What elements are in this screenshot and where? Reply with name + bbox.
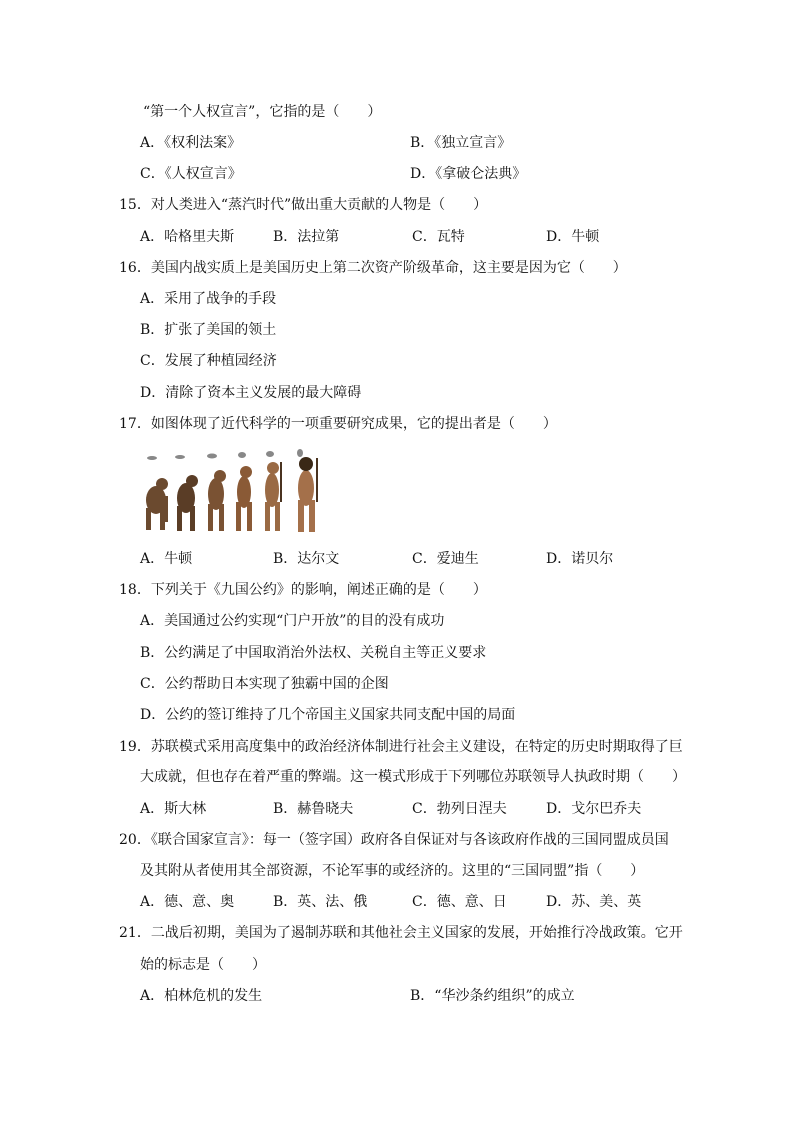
question-20-stem-line1: 20．《联合国家宣言》：每一（签字国）政府各自保证对与各该政府作战的三国同盟成员国	[119, 832, 669, 848]
q16-option-a: A．采用了战争的手段	[140, 291, 277, 307]
q20-option-a: A．德、意、奥	[140, 894, 235, 910]
q20-option-c: C．德、意、日	[412, 894, 507, 910]
question-19-stem-line1: 19．苏联模式采用高度集中的政治经济体制进行社会主义建设，在特定的历史时期取得了巨	[119, 739, 683, 755]
q17-option-d: D．诺贝尔	[546, 551, 614, 567]
q19-option-b: B．赫鲁晓夫	[273, 801, 354, 817]
q15-option-c: C．瓦特	[412, 229, 465, 245]
question-18-stem: 18．下列关于《九国公约》的影响，阐述正确的是（ ）	[119, 582, 487, 598]
q19-option-a: A．斯大林	[140, 801, 207, 817]
question-14-stem-tail: “第一个人权宣言”，它指的是（ ）	[143, 104, 382, 120]
question-16-stem: 16．美国内战实质上是美国历史上第二次资产阶级革命，这主要是因为它（ ）	[119, 260, 627, 276]
q21-option-b: B．“华沙条约组织”的成立	[410, 988, 575, 1004]
q18-option-c: C．公约帮助日本实现了独霸中国的企图	[140, 676, 389, 692]
q16-option-c: C．发展了种植园经济	[140, 353, 277, 369]
question-17-stem: 17．如图体现了近代科学的一项重要研究成果，它的提出者是（ ）	[119, 416, 557, 432]
q20-option-b: B．英、法、俄	[273, 894, 368, 910]
q18-option-a: A．美国通过公约实现“门户开放”的目的没有成功	[140, 613, 445, 629]
q17-option-c: C．爱迪生	[412, 551, 479, 567]
question-19-stem-line2: 大成就，但也存在着严重的弊端。这一模式形成于下列哪位苏联领导人执政时期（ ）	[140, 769, 686, 785]
q20-option-d: D．苏、美、英	[546, 894, 642, 910]
q19-option-c: C．勃列日涅夫	[412, 801, 507, 817]
human-evolution-illustration	[140, 448, 336, 534]
q15-option-d: D．牛顿	[546, 229, 600, 245]
q14-option-a: A．《权利法案》	[140, 135, 242, 151]
question-20-stem-line2: 及其附从者使用其全部资源，不论军事的或经济的。这里的“三国同盟”指（ ）	[140, 863, 645, 879]
question-15-stem: 15．对人类进入“蒸汽时代”做出重大贡献的人物是（ ）	[119, 197, 488, 213]
q16-option-d: D．清除了资本主义发展的最大障碍	[140, 385, 362, 401]
q18-option-b: B．公约满足了中国取消治外法权、关税自主等正义要求	[140, 645, 487, 661]
question-21-stem-line2: 始的标志是（ ）	[140, 957, 266, 973]
q18-option-d: D．公约的签订维持了几个帝国主义国家共同支配中国的局面	[140, 707, 516, 723]
q14-option-b: B．《独立宣言》	[410, 135, 512, 151]
q19-option-d: D．戈尔巴乔夫	[546, 801, 642, 817]
q15-option-b: B．法拉第	[273, 229, 340, 245]
q14-option-c: C．《人权宣言》	[140, 166, 242, 182]
question-21-stem-line1: 21．二战后初期，美国为了遏制苏联和其他社会主义国家的发展，开始推行冷战政策。它开	[119, 925, 683, 941]
q17-option-b: B．达尔文	[273, 551, 340, 567]
q15-option-a: A．哈格里夫斯	[140, 229, 235, 245]
q17-option-a: A．牛顿	[140, 551, 193, 567]
q16-option-b: B．扩张了美国的领土	[140, 322, 277, 338]
q21-option-a: A．柏林危机的发生	[140, 988, 263, 1004]
q14-option-d: D．《拿破仑法典》	[410, 166, 527, 182]
